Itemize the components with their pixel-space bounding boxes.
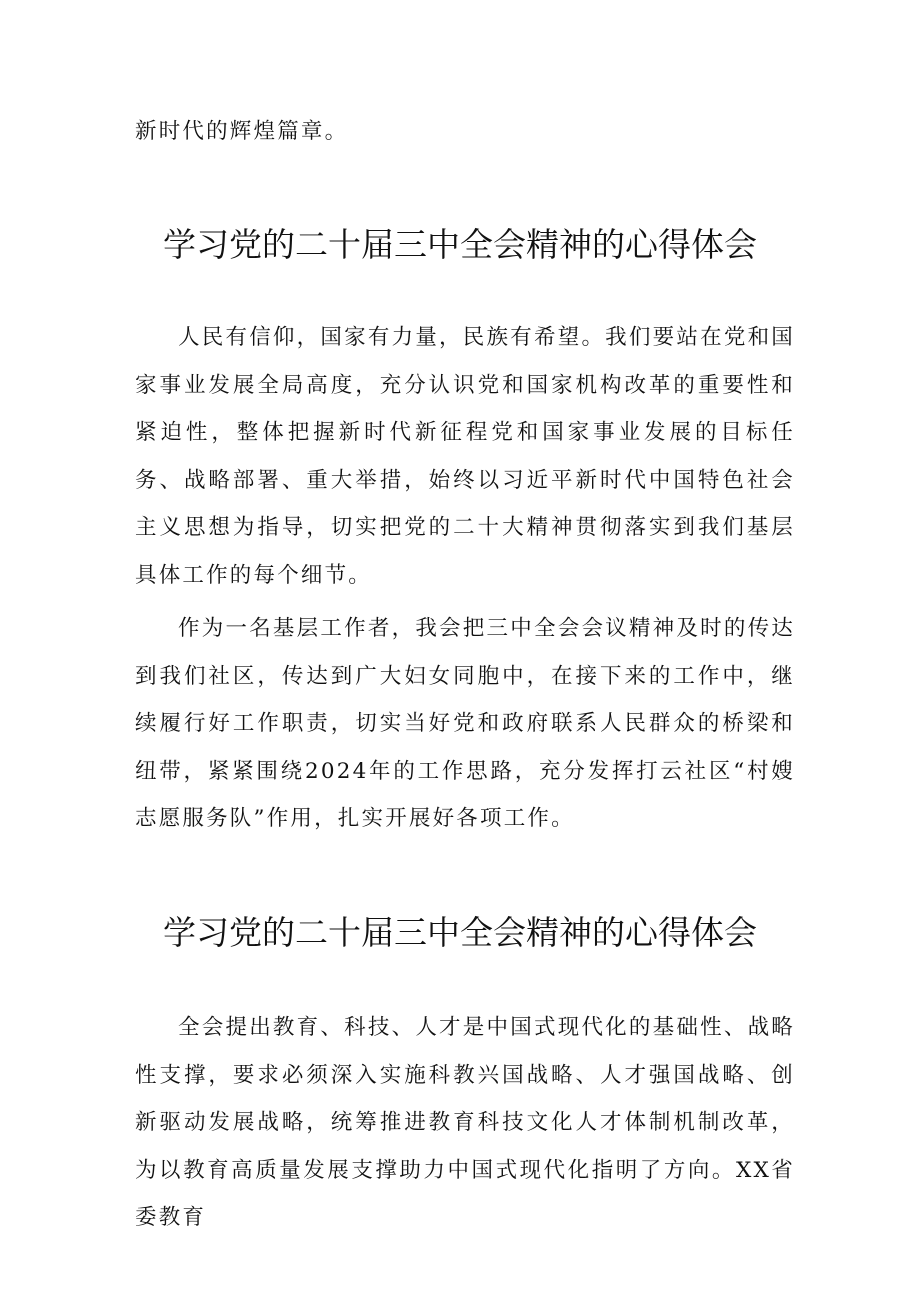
section-1-paragraph-1: 人民有信仰，国家有力量，民族有希望。我们要站在党和国家事业发展全局高度，充分认识党和国家机构改革的重要性和紧迫性，整体把握新时代新征程党和国家事业发展的目标任务、战略部署、重大举措，始终以习近平新时代中国特色社会主义思想为指导，切实把党的二十大精神贯彻落实到我们基层具体工作的每个细节。 bbox=[135, 325, 795, 588]
section-2-heading: 学习党的二十届三中全会精神的心得体会 bbox=[163, 913, 757, 952]
section-1-heading: 学习党的二十届三中全会精神的心得体会 bbox=[163, 225, 757, 264]
section-2-paragraph-1: 全会提出教育、科技、人才是中国式现代化的基础性、战略性支撑，要求必须深入实施科教兴国战略、人才强国战略、创新驱动发展战略，统筹推进教育科技文化人才体制机制改革，为以教育高质量发展支撑助力中国式现代化指明了方向。XX省委教育 bbox=[135, 1015, 795, 1231]
continuation-paragraph: 新时代的辉煌篇章。 bbox=[135, 119, 349, 144]
section-1-paragraph-2: 作为一名基层工作者，我会把三中全会会议精神及时的传达到我们社区，传达到广大妇女同胞中，在接下来的工作中，继续履行好工作职责，切实当好党和政府联系人民群众的桥梁和纽带，紧紧围绕2024年的工作思路，充分发挥打云社区“村嫂志愿服务队”作用，扎实开展好各项工作。 bbox=[135, 616, 795, 832]
